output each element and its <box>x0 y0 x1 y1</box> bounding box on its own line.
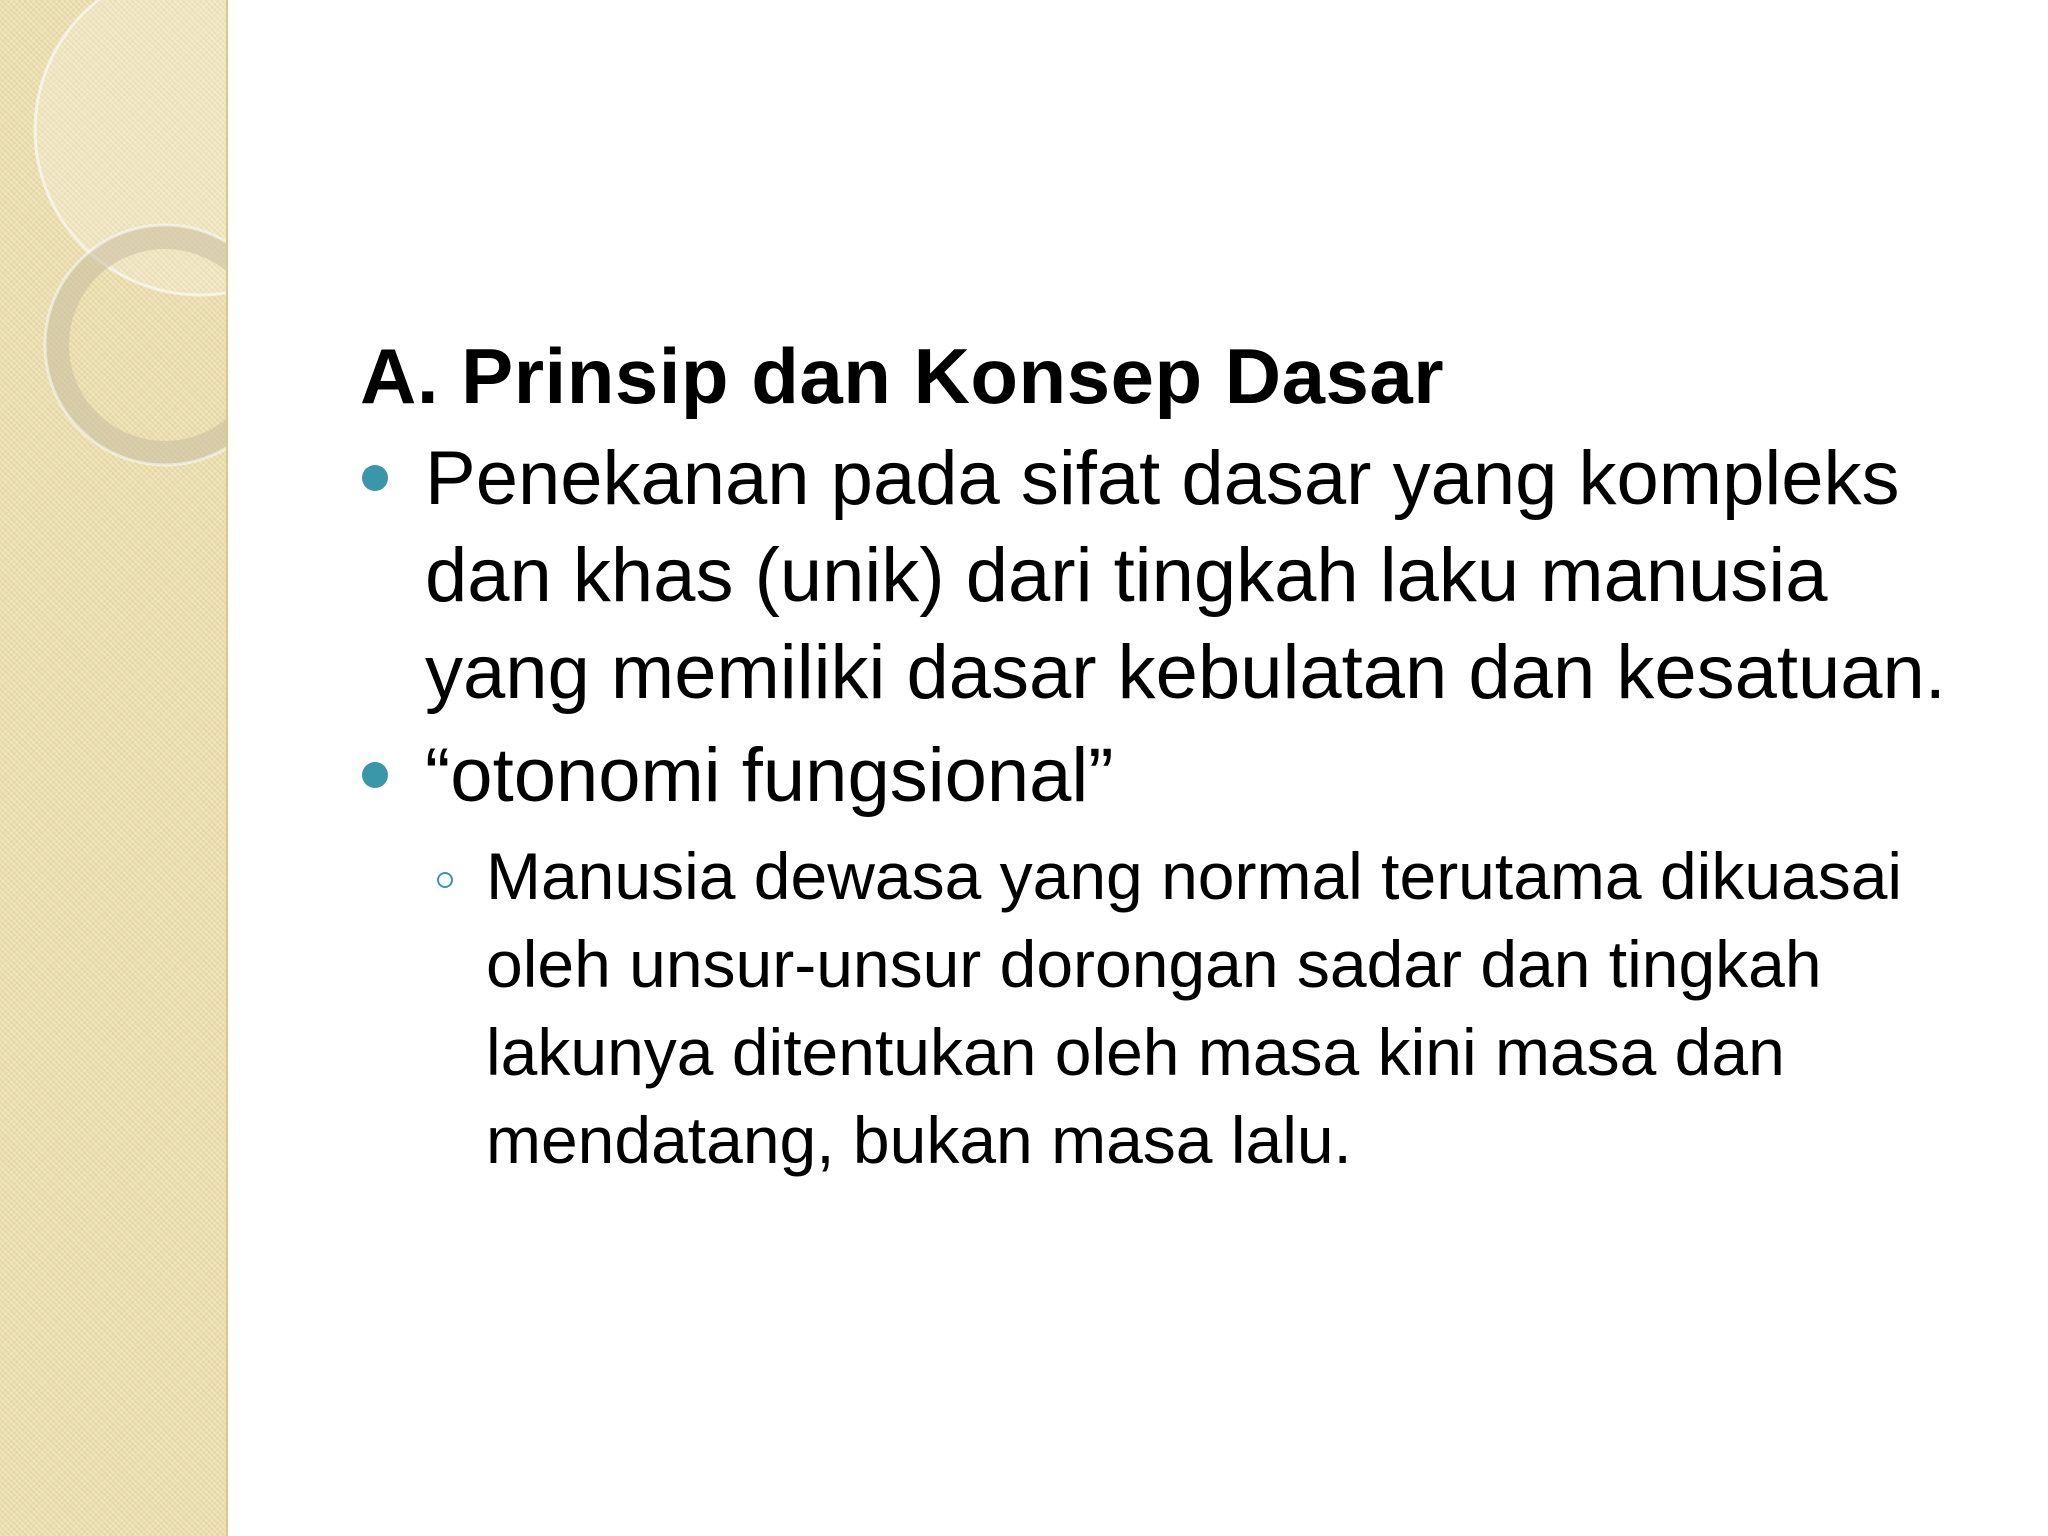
slide-heading: A. Prinsip dan Konsep Dasar <box>360 332 1445 420</box>
slide-content <box>360 330 2000 1184</box>
bullet-dot-icon <box>362 465 388 491</box>
decorative-circles <box>0 0 226 560</box>
bullet-text: Penekanan pada sifat dasar yang kompleks dan khas (unik) dari tingkah laku manusia yang memiliki dasar kebulatan dan kesatuan. <box>425 435 1946 715</box>
bullet-item <box>360 727 2000 824</box>
hollow-circle-bullet-icon <box>437 872 453 888</box>
sub-bullet-text: Manusia dewasa yang normal terutama dikuasai oleh unsur-unsur dorongan sadar dan tingkah lakunya ditentukan oleh masa kini masa dan mendatang, bukan masa lalu. <box>486 838 1903 1177</box>
bullet-item <box>360 430 2000 721</box>
sub-bullet-item <box>360 832 2000 1184</box>
bullet-text: “otonomi fungsional” <box>425 732 1114 818</box>
bullet-dot-icon <box>362 762 388 788</box>
